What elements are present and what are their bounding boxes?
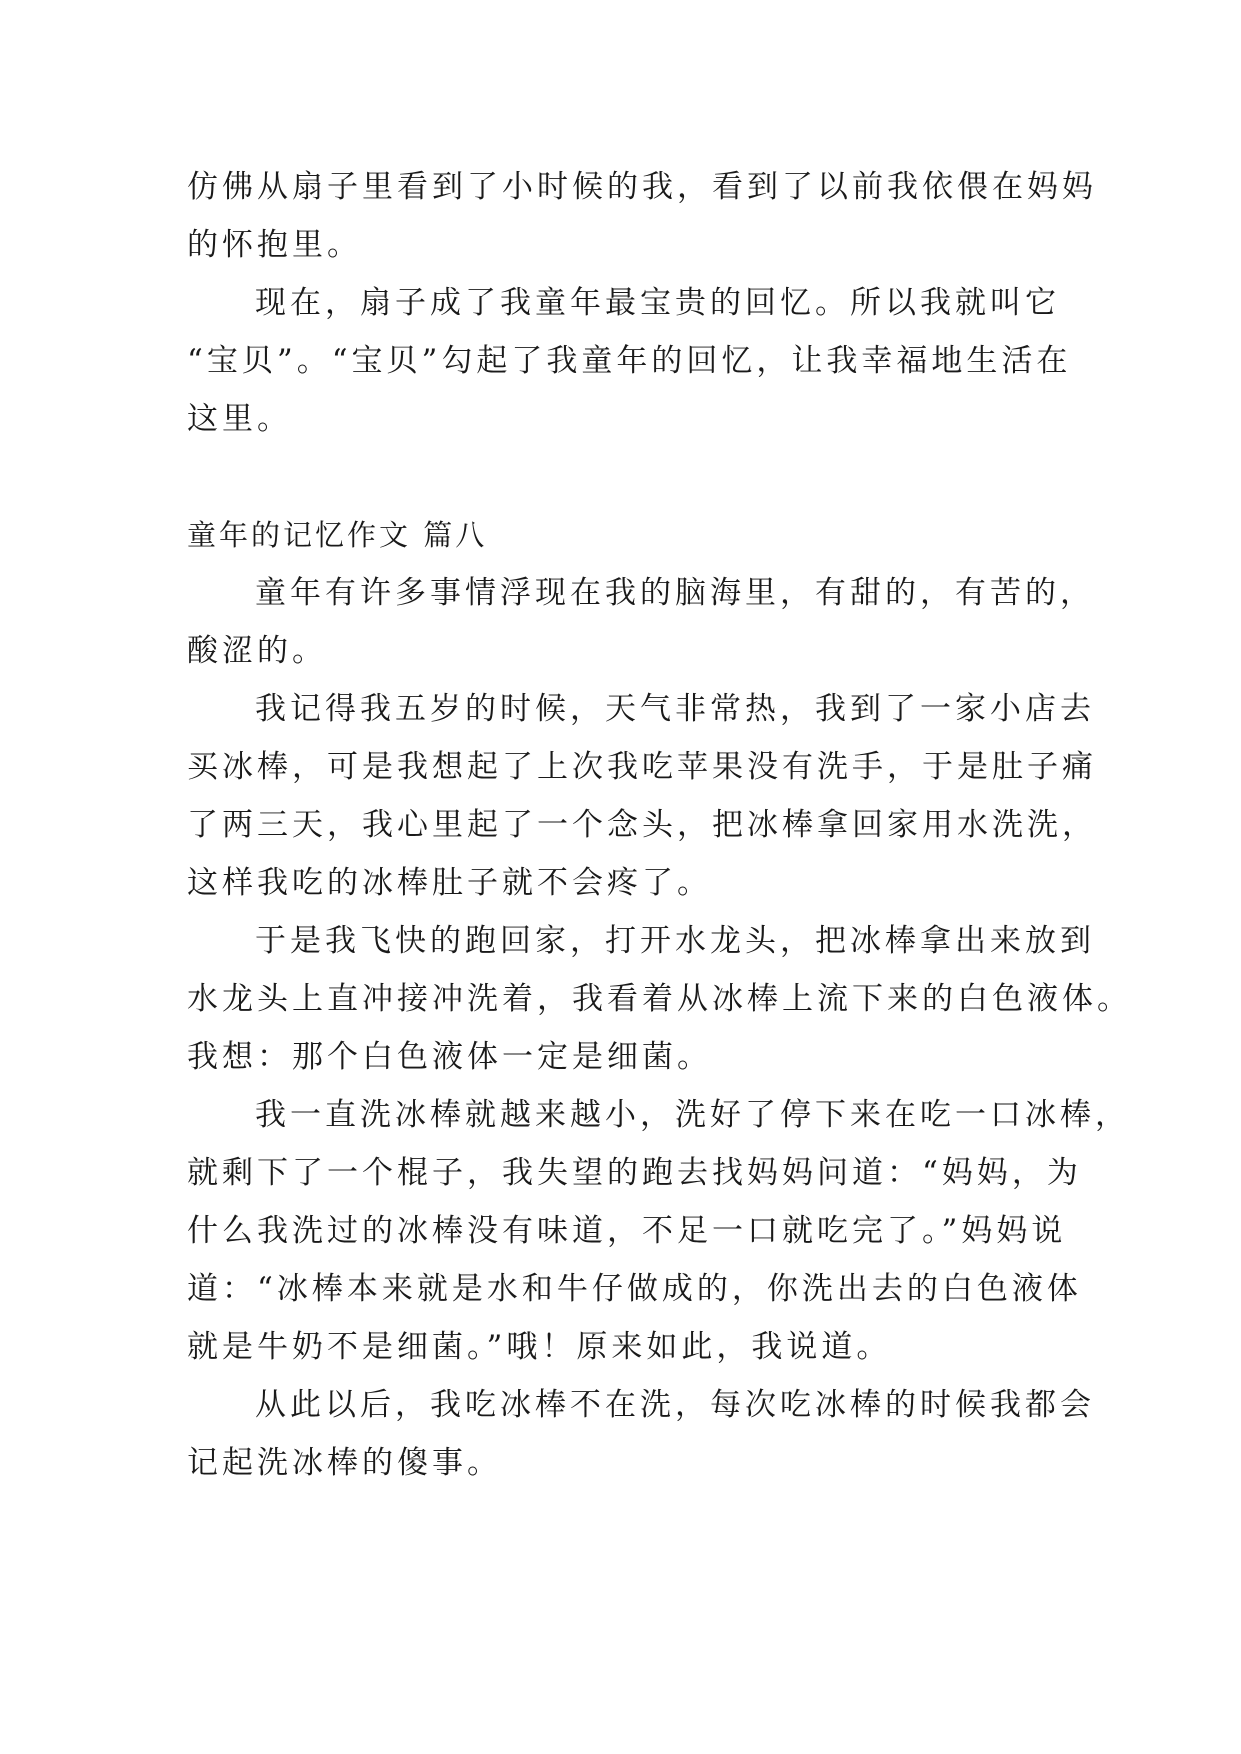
text-line: 酸涩的。 [187, 633, 327, 669]
text-line: 就剩下了一个棍子，我失望的跑去找妈妈问道：“妈妈，为 [187, 1155, 1082, 1191]
paragraph-start-line: 于是我飞快的跑回家，打开水龙头，把冰棒拿出来放到 [255, 923, 1095, 959]
text-line: 什么我洗过的冰棒没有味道，不足一口就吃完了。”妈妈说 [187, 1213, 1067, 1249]
text-line: 了两三天，我心里起了一个念头，把冰棒拿回家用水洗洗， [187, 807, 1097, 843]
section-eight [187, 506, 1132, 1492]
text-line: 的怀抱里。 [187, 227, 362, 263]
text-line: “宝贝”。“宝贝”勾起了我童年的回忆，让我幸福地生活在 [187, 343, 1072, 379]
paragraph-start-line: 童年有许多事情浮现在我的脑海里，有甜的，有苦的， [255, 575, 1095, 611]
text-line: 仿佛从扇子里看到了小时候的我，看到了以前我依偎在妈妈 [187, 169, 1097, 205]
text-line: 道：“冰棒本来就是水和牛仔做成的，你洗出去的白色液体 [187, 1271, 1082, 1307]
text-line: 就是牛奶不是细菌。”哦！原来如此，我说道。 [187, 1329, 892, 1365]
section-spacer [187, 448, 1067, 506]
text-line: 水龙头上直冲接冲洗着，我看着从冰棒上流下来的白色液体。 [187, 981, 1132, 1017]
paragraph-start-line: 从此以后，我吃冰棒不在洗，每次吃冰棒的时候我都会 [255, 1387, 1095, 1423]
section-title: 童年的记忆作文 篇八 [187, 518, 488, 552]
paragraph-start-line: 我一直洗冰棒就越来越小，洗好了停下来在吃一口冰棒， [255, 1097, 1130, 1133]
text-line: 这里。 [187, 401, 292, 437]
paragraph-start-line: 现在，扇子成了我童年最宝贵的回忆。所以我就叫它 [255, 285, 1060, 321]
paragraph-start-line: 我记得我五岁的时候，天气非常热，我到了一家小店去 [255, 691, 1095, 727]
text-line: 买冰棒，可是我想起了上次我吃苹果没有洗手，于是肚子痛 [187, 749, 1097, 785]
text-line: 这样我吃的冰棒肚子就不会疼了。 [187, 865, 712, 901]
document-body [187, 158, 1132, 1492]
previous-section-tail [187, 158, 1097, 448]
text-line: 记起洗冰棒的傻事。 [187, 1445, 502, 1481]
text-line: 我想：那个白色液体一定是细菌。 [187, 1039, 712, 1075]
